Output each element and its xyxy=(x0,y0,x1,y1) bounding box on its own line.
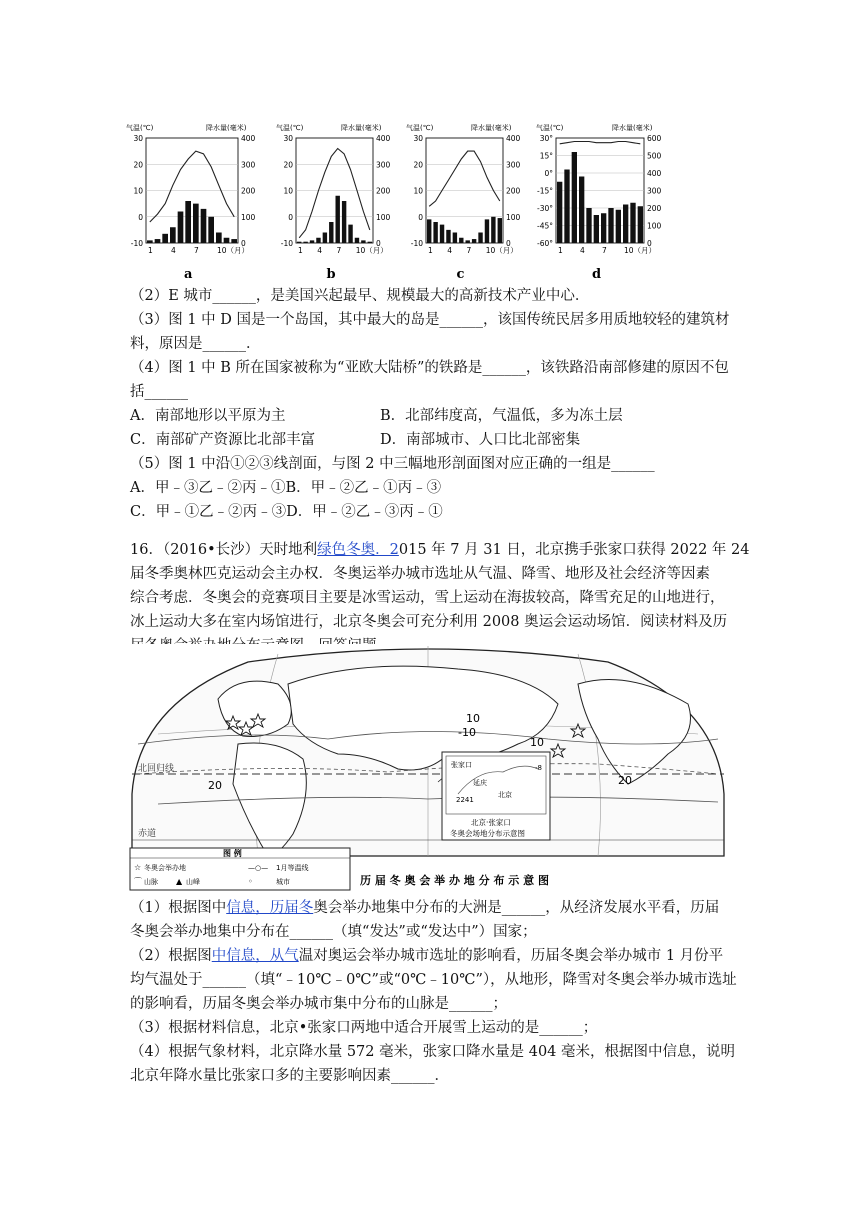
precip-bar xyxy=(170,227,176,243)
map-svg xyxy=(128,644,728,892)
left-tick: 30 xyxy=(133,134,143,143)
precip-bar xyxy=(427,219,431,243)
question-16-line-4: 冰上运动大多在室内场馆进行，北京冬奥会可充分利用 2008 奥运会运动场馆．阅读材料及历 xyxy=(130,614,728,630)
legend-city: 城市 xyxy=(276,878,290,886)
right-tick: 100 xyxy=(376,212,391,222)
climate-chart-c xyxy=(404,118,529,280)
precip-bar xyxy=(498,218,502,243)
temp-curve xyxy=(560,142,641,144)
inset-zhangjiakou: 张家口 xyxy=(451,761,472,769)
svg-text:☆: ☆ xyxy=(134,863,142,872)
right-tick: 400 xyxy=(647,169,662,178)
precip-bar xyxy=(453,233,457,244)
precip-axis-label: 降水量(毫米) xyxy=(612,124,653,132)
precip-bar xyxy=(368,242,372,243)
option-c: C．南部矿产资源比北部丰富 xyxy=(130,432,316,448)
iso-label-5: 20 xyxy=(208,779,222,792)
right-tick: 0 xyxy=(506,239,511,248)
right-tick: 200 xyxy=(647,204,662,213)
question-16-intro xyxy=(130,538,750,658)
left-tick: -10 xyxy=(280,239,293,248)
temp-axis-label: 气温(℃) xyxy=(126,124,154,132)
precip-bar xyxy=(630,203,635,243)
left-tick: -10 xyxy=(410,239,423,248)
precip-bar xyxy=(297,242,301,243)
left-tick: 20 xyxy=(413,160,423,170)
part-2-suffix: 温对奥运会举办城市选址的影响看，历届冬奥会举办城市 1 月份平 xyxy=(298,948,724,964)
question-block-1 xyxy=(130,284,750,524)
precip-bar xyxy=(310,240,314,243)
part-4-line-1: （4）根据气象材料，北京降水量 572 毫米，张家口降水量是 404 毫米，根据图中信息，说明 xyxy=(130,1044,736,1060)
precip-bar xyxy=(303,242,307,243)
winter-olympics-map xyxy=(128,644,728,892)
chart-caption: d xyxy=(592,267,602,280)
question-5-options-2: C．甲﹣①乙﹣②丙﹣③D．甲﹣②乙﹣③丙﹣① xyxy=(130,504,443,520)
right-tick: 400 xyxy=(506,134,521,143)
precip-bar xyxy=(361,240,365,243)
question-4-line-2: 括______ xyxy=(130,384,188,400)
svg-text:—○—: —○— xyxy=(248,864,269,872)
climate-charts xyxy=(124,118,670,280)
left-tick: 20 xyxy=(283,160,293,170)
right-tick: 300 xyxy=(376,160,391,170)
left-tick: 0° xyxy=(544,169,553,178)
part-1-prefix: （1）根据图中 xyxy=(130,900,227,916)
precip-bar xyxy=(208,217,214,243)
precip-bar xyxy=(485,219,489,243)
precip-bar xyxy=(342,201,346,243)
right-tick: 100 xyxy=(506,212,521,222)
legend-isotherm: 1月等温线 xyxy=(276,864,309,872)
question-5-options-1: A．甲﹣③乙﹣②丙﹣①B．甲﹣②乙﹣①丙﹣③ xyxy=(130,480,442,496)
legend-title: 图 例 xyxy=(223,849,242,858)
iso-label-4: 20 xyxy=(618,774,632,787)
part-2-link[interactable]: 中信息，从气 xyxy=(211,948,299,964)
right-tick: 100 xyxy=(647,221,662,231)
left-tick: 30 xyxy=(283,134,293,143)
x-tick: 10（月） xyxy=(355,246,388,255)
x-tick: 1 xyxy=(428,246,433,255)
x-tick: 4 xyxy=(317,246,323,255)
map-legend xyxy=(130,848,350,890)
question-16-line-2: 届冬季奥林匹克运动会主办权．冬奥运举办城市选址从气温、降雪、地形及社会经济等因素 xyxy=(130,566,710,582)
question-16-line-1 xyxy=(130,538,750,562)
temp-axis-label: 气温(℃) xyxy=(276,124,304,132)
chart-caption: b xyxy=(326,267,336,280)
left-tick: 0 xyxy=(418,212,423,222)
question-16-prefix: 16．（2016•长沙）天时地利 xyxy=(130,542,318,558)
part-1-suffix: 奥会举办地集中分布的大洲是______，从经济发展水平看，历届 xyxy=(313,900,720,916)
svg-text:◦: ◦ xyxy=(248,877,253,886)
inset-isotherm: -8 xyxy=(535,764,542,772)
right-tick: 300 xyxy=(241,160,256,170)
precip-bar xyxy=(155,239,161,243)
tropic-label: 北回归线 xyxy=(138,764,175,774)
precip-bar xyxy=(478,233,482,244)
precip-bar xyxy=(446,230,450,243)
inset-title-2: 冬奥会场地分布示意图 xyxy=(450,829,525,838)
right-tick: 0 xyxy=(376,239,381,248)
precip-bar xyxy=(572,152,577,243)
precip-bar xyxy=(316,238,320,243)
precip-bar xyxy=(616,210,621,243)
part-3: （3）根据材料信息，北京•张家口两地中适合开展雪上运动的是______； xyxy=(130,1020,598,1036)
part-2-line-3: 的影响看，历届冬奥会举办城市集中分布的山脉是______； xyxy=(130,996,507,1012)
question-3-line-1: （3）图 1 中 D 国是一个岛国，其中最大的岛是______，该国传统民居多用质地较轻的建筑材 xyxy=(130,312,730,328)
x-tick: 7 xyxy=(194,246,199,255)
precip-bar xyxy=(472,239,476,243)
right-tick: 0 xyxy=(241,239,246,248)
inset-beijing: 北京 xyxy=(498,791,512,799)
x-tick: 4 xyxy=(171,246,176,255)
equator-label: 赤道 xyxy=(138,829,157,839)
left-tick: 10 xyxy=(283,186,293,196)
precip-bar xyxy=(638,206,643,243)
precip-bar xyxy=(224,238,230,243)
q16-link[interactable]: 绿色冬奥．2 xyxy=(317,542,399,558)
question-4-options-ab xyxy=(130,404,750,428)
option-b: B．北部纬度高，气温低，多为冻土层 xyxy=(380,408,623,424)
right-tick: 0 xyxy=(647,239,652,248)
x-tick: 1 xyxy=(298,246,303,255)
question-4-line-1: （4）图 1 中 B 所在国家被称为“亚欧大陆桥”的铁路是______，该铁路沿南部修建的原因不包 xyxy=(130,360,729,376)
precip-bar xyxy=(440,225,444,243)
part-1-line-1 xyxy=(130,896,750,920)
question-16-suffix: 015 年 7 月 31 日，北京携手张家口获得 2022 年 24 xyxy=(398,542,750,558)
temp-axis-label: 气温(℃) xyxy=(536,124,564,132)
right-tick: 600 xyxy=(647,134,662,143)
precip-bar xyxy=(329,222,333,243)
legend-mountain: 山脉 xyxy=(144,878,158,886)
right-tick: 100 xyxy=(241,212,256,222)
left-tick: -10 xyxy=(130,239,143,248)
right-tick: 200 xyxy=(241,186,256,196)
precip-bar xyxy=(579,177,584,244)
right-tick: 400 xyxy=(241,134,256,143)
left-tick: 30 xyxy=(413,134,423,143)
precip-bar xyxy=(323,233,327,244)
left-tick: 10 xyxy=(413,186,423,196)
precip-bar xyxy=(601,213,606,243)
inset-title-1: 北京·张家口 xyxy=(471,818,511,827)
precip-axis-label: 降水量(毫米) xyxy=(206,124,247,132)
question-16-parts xyxy=(130,896,750,1088)
precip-bar xyxy=(623,205,628,244)
left-tick: 10 xyxy=(133,186,143,196)
right-tick: 200 xyxy=(376,186,391,196)
precip-bar xyxy=(433,222,437,243)
precip-bar xyxy=(608,208,613,243)
left-tick: -15° xyxy=(537,186,553,196)
right-tick: 400 xyxy=(376,134,391,143)
precip-bar xyxy=(147,240,153,243)
left-tick: -45° xyxy=(537,221,553,231)
iso-label-3: -10 xyxy=(458,726,476,739)
x-tick: 10（月） xyxy=(485,246,518,255)
x-tick: 4 xyxy=(580,246,585,255)
legend-host: 冬奥会举办地 xyxy=(144,864,186,872)
temp-curve xyxy=(429,151,500,206)
precip-bar xyxy=(185,201,191,243)
left-tick: 0 xyxy=(138,212,143,222)
legend-peak: 山峰 xyxy=(186,878,200,886)
left-tick: 15° xyxy=(539,151,553,161)
option-a: A．南部地形以平原为主 xyxy=(130,408,286,424)
map-title: 历 届 冬 奥 会 举 办 地 分 布 示 意 图 xyxy=(360,874,549,887)
question-2: （2）E 城市______，是美国兴起最早、规模最大的高新技术产业中心． xyxy=(130,288,590,304)
precip-bar xyxy=(586,208,591,243)
question-16-line-3: 综合考虑．冬奥会的竞赛项目主要是冰雪运动，雪上运动在海拔较高，降雪充足的山地进行， xyxy=(130,590,725,606)
precip-bar xyxy=(564,170,569,244)
inset-map xyxy=(438,752,550,840)
option-d: D．南部城市、人口比北部密集 xyxy=(380,432,581,448)
x-tick: 1 xyxy=(558,246,563,255)
left-tick: -30° xyxy=(537,204,553,213)
precip-bar xyxy=(355,238,359,243)
precip-bar xyxy=(178,212,184,244)
temp-curve xyxy=(299,149,370,238)
chart-caption: a xyxy=(184,267,193,280)
precip-bar xyxy=(216,233,222,244)
precip-bar xyxy=(557,182,562,243)
right-tick: 500 xyxy=(647,151,662,161)
x-tick: 10（月） xyxy=(217,246,250,255)
precip-bar xyxy=(459,238,463,243)
svg-text:⌒: ⌒ xyxy=(134,877,142,886)
x-tick: 7 xyxy=(336,246,342,255)
precip-bar xyxy=(348,225,352,243)
left-tick: -60° xyxy=(537,239,553,248)
climate-chart-a xyxy=(124,118,264,280)
precip-bar xyxy=(231,239,237,243)
right-tick: 300 xyxy=(506,160,521,170)
part-4-line-2: 北京年降水量比张家口多的主要影响因素______． xyxy=(130,1068,449,1084)
x-tick: 4 xyxy=(447,246,453,255)
left-tick: 30° xyxy=(539,134,553,143)
precip-bar xyxy=(162,234,168,243)
climate-chart-d xyxy=(534,118,670,280)
left-tick: 0 xyxy=(288,212,293,222)
precip-bar xyxy=(336,196,340,243)
part-1-link[interactable]: 信息，历届冬 xyxy=(226,900,314,916)
temp-curve xyxy=(150,151,234,222)
left-tick: 20 xyxy=(133,160,143,170)
part-2-line-2: 均气温处于______（填“﹣10℃﹣0℃”或“0℃﹣10℃”），从地形，降雪对冬奥会举办城市选址 xyxy=(130,972,737,988)
precip-bar xyxy=(201,209,207,243)
precip-axis-label: 降水量(毫米) xyxy=(471,124,512,132)
x-tick: 10（月） xyxy=(624,246,657,255)
inset-yanqing: 延庆 xyxy=(473,779,487,787)
iso-label-2: 10 xyxy=(530,736,544,749)
chart-caption: c xyxy=(456,267,465,280)
question-3-line-2: 料，原因是______． xyxy=(130,336,261,352)
climate-chart-b xyxy=(274,118,399,280)
precip-bar xyxy=(466,240,470,243)
inset-elevation: 2241 xyxy=(456,796,474,804)
precip-bar xyxy=(193,204,199,243)
part-2-line-1 xyxy=(130,944,750,968)
iso-label-1: 10 xyxy=(466,712,480,725)
x-tick: 1 xyxy=(148,246,153,255)
precip-bar xyxy=(491,217,495,243)
right-tick: 300 xyxy=(647,186,662,196)
precip-axis-label: 降水量(毫米) xyxy=(341,124,382,132)
question-5: （5）图 1 中沿①②③线剖面，与图 2 中三幅地形剖面图对应正确的一组是______ xyxy=(130,456,655,472)
x-tick: 7 xyxy=(602,246,607,255)
x-tick: 7 xyxy=(466,246,472,255)
temp-axis-label: 气温(℃) xyxy=(406,124,434,132)
svg-text:▲: ▲ xyxy=(176,877,183,886)
precip-bar xyxy=(594,215,599,243)
part-2-prefix: （2）根据图 xyxy=(130,948,212,964)
right-tick: 200 xyxy=(506,186,521,196)
part-1-line-2: 冬奥会举办地集中分布在______（填“发达”或“发达中”）国家； xyxy=(130,924,537,940)
question-4-options-cd xyxy=(130,428,750,452)
